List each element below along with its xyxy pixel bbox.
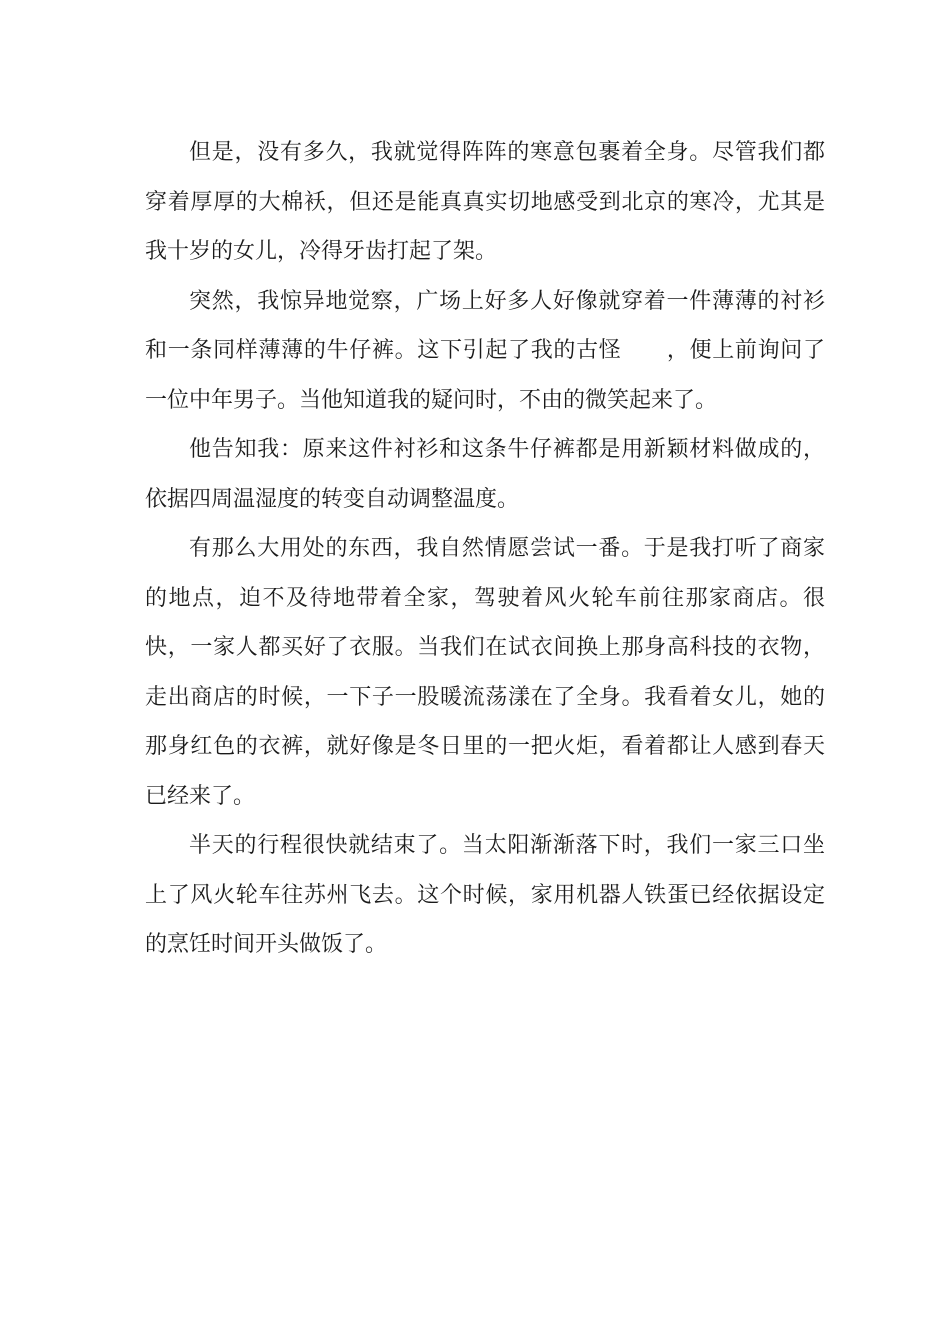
document-body <box>145 128 825 970</box>
paragraph-1: 但是，没有多久，我就觉得阵阵的寒意包裹着全身。尽管我们都穿着厚厚的大棉袄，但还是能真真实切地感受到北京的寒冷，尤其是我十岁的女儿，冷得牙齿打起了架。 <box>145 140 825 264</box>
paragraph-2: 突然，我惊异地觉察，广场上好多人好像就穿着一件薄薄的衬衫和一条同样薄薄的牛仔裤。这下引起了我的古怪 ，便上前询问了一位中年男子。当他知道我的疑问时，不由的微笑起来了。 <box>145 288 825 413</box>
paragraph-5: 半天的行程很快就结束了。当太阳渐渐落下时，我们一家三口坐上了风火轮车往苏州飞去。这个时候，家用机器人铁蛋已经依据设定的烹饪时间开头做饭了。 <box>145 833 825 957</box>
paragraph-3: 他告知我：原来这件衬衫和这条牛仔裤都是用新颖材料做成的，依据四周温湿度的转变自动调整温度。 <box>145 437 825 512</box>
paragraph-4: 有那么大用处的东西，我自然情愿尝试一番。于是我打听了商家的地点，迫不及待地带着全家，驾驶着风火轮车前往那家商店。很快，一家人都买好了衣服。当我们在试衣间换上那身高科技的衣物，走出商店的时候，一下子一股暖流荡漾在了全身。我看着女儿，她的那身红色的衣裤，就好像是冬日里的一把火炬，看着都让人感到春天已经来了。 <box>145 536 825 809</box>
